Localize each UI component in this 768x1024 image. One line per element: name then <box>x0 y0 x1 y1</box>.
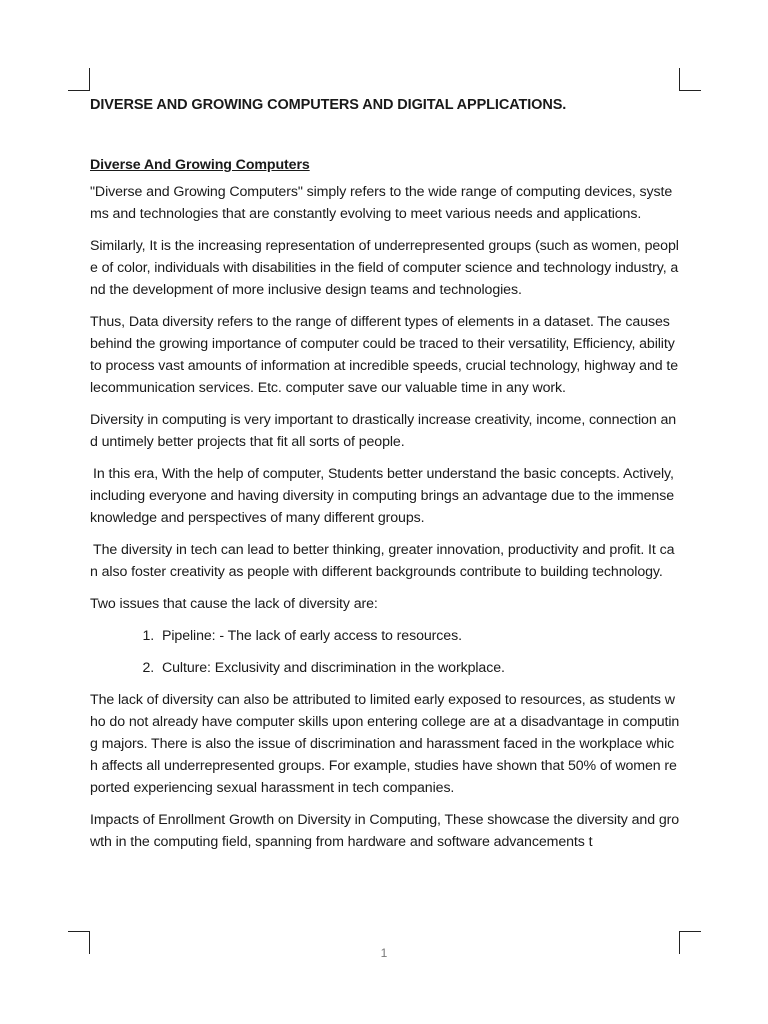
page-number: 1 <box>380 946 388 960</box>
paragraph-data-diversity: Thus, Data diversity refers to the range of different types of elements in a dataset. The causes behind the growing importance of computer could be traced to their versatility, Efficiency, ability to process vast amounts of information at incredible speeds, crucial technology, highway and telecommunication services. Etc. computer save our valuable time in any work. <box>90 314 679 396</box>
document-title: DIVERSE AND GROWING COMPUTERS AND DIGITAL APPLICATIONS. <box>90 97 567 113</box>
section-heading: Diverse And Growing Computers <box>90 157 310 173</box>
crop-mark-bottom-right <box>679 931 701 954</box>
paragraph-this-era: In this era, With the help of computer, Students better understand the basic concepts. Actively, including everyone and having diversity in computing brings an advantage due to the immense knowledge and perspectives of many different groups. <box>90 466 674 526</box>
paragraph-tech-diversity: The diversity in tech can lead to better thinking, greater innovation, productivity and profit. It can also foster creativity as people with different backgrounds contribute to building technology. <box>90 542 675 580</box>
issue-item-pipeline: 1. Pipeline: - The lack of early access to resources. <box>158 625 680 647</box>
paragraph-definition: "Diverse and Growing Computers" simply refers to the wide range of computing devices, systems and technologies that are constantly evolving to meet various needs and applications. <box>90 184 673 222</box>
paragraph-enrollment-growth: Impacts of Enrollment Growth on Diversity in Computing, These showcase the diversity and growth in the computing field, spanning from hardware and software advancements t <box>90 812 680 850</box>
crop-mark-top-left <box>68 68 90 91</box>
document-body <box>90 95 680 863</box>
crop-mark-top-right <box>679 68 701 91</box>
paragraph-two-issues: Two issues that cause the lack of diversity are: <box>90 596 378 612</box>
paragraph-lack-of-diversity: The lack of diversity can also be attributed to limited early exposed to resources, as students who do not already have computer skills upon entering college are at a disadvantage in computing majors. There is also the issue of discrimination and harassment faced in the workplace which affects all underrepresented groups. For example, studies have shown that 50% of women reported experiencing sexual harassment in tech companies. <box>90 692 680 796</box>
crop-mark-bottom-left <box>68 931 90 954</box>
issue-item-culture: 2. Culture: Exclusivity and discrimination in the workplace. <box>158 657 680 679</box>
paragraph-importance: Diversity in computing is very important to drastically increase creativity, income, connection and untimely better projects that fit all sorts of people. <box>90 412 677 450</box>
issues-list <box>90 625 680 679</box>
paragraph-representation: Similarly, It is the increasing representation of underrepresented groups (such as women, people of color, individuals with disabilities in the field of computer science and technology industry, and the development of more inclusive design teams and technologies. <box>90 238 679 298</box>
